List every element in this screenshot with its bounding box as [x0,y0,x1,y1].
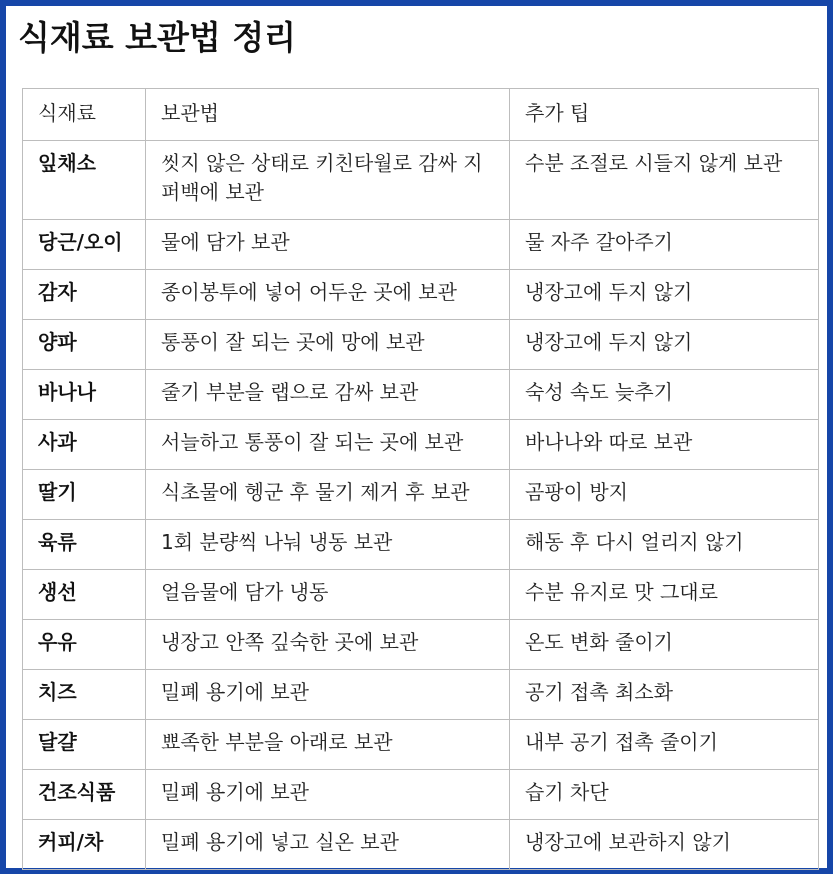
item-cell: 사과 [23,420,146,470]
item-cell: 생선 [23,570,146,620]
method-cell: 얼음물에 담가 냉동 [146,570,510,620]
column-header-tip: 추가 팁 [510,89,819,141]
method-cell: 서늘하고 통풍이 잘 되는 곳에 보관 [146,420,510,470]
table-row [23,470,819,520]
tip-cell: 습기 차단 [510,770,819,820]
table-header-row [23,89,819,141]
table-row [23,320,819,370]
tip-cell: 내부 공기 접촉 줄이기 [510,720,819,770]
method-cell: 통풍이 잘 되는 곳에 망에 보관 [146,320,510,370]
item-cell: 감자 [23,270,146,320]
item-cell: 우유 [23,620,146,670]
item-cell: 치즈 [23,670,146,720]
tip-cell: 냉장고에 두지 않기 [510,270,819,320]
table-row [23,770,819,820]
table-row [23,370,819,420]
item-cell: 달걀 [23,720,146,770]
tip-cell: 바나나와 따로 보관 [510,420,819,470]
tip-cell: 냉장고에 보관하지 않기 [510,820,819,870]
table-row [23,570,819,620]
table-row [23,220,819,270]
method-cell: 1회 분량씩 나눠 냉동 보관 [146,520,510,570]
method-cell: 냉장고 안쪽 깊숙한 곳에 보관 [146,620,510,670]
item-cell: 육류 [23,520,146,570]
item-cell: 바나나 [23,370,146,420]
storage-table [22,88,819,870]
tip-cell: 곰팡이 방지 [510,470,819,520]
item-cell: 당근/오이 [23,220,146,270]
item-cell: 커피/차 [23,820,146,870]
tip-cell: 수분 조절로 시들지 않게 보관 [510,141,819,220]
item-cell: 양파 [23,320,146,370]
table-row [23,420,819,470]
tip-cell: 온도 변화 줄이기 [510,620,819,670]
method-cell: 줄기 부분을 랩으로 감싸 보관 [146,370,510,420]
tip-cell: 물 자주 갈아주기 [510,220,819,270]
item-cell: 딸기 [23,470,146,520]
tip-cell: 수분 유지로 맛 그대로 [510,570,819,620]
tip-cell: 숙성 속도 늦추기 [510,370,819,420]
page-title: 식재료 보관법 정리 [18,18,297,57]
item-cell: 잎채소 [23,141,146,220]
table-row [23,670,819,720]
table-row [23,620,819,670]
method-cell: 뾰족한 부분을 아래로 보관 [146,720,510,770]
column-header-method: 보관법 [146,89,510,141]
method-cell: 종이봉투에 넣어 어두운 곳에 보관 [146,270,510,320]
tip-cell: 냉장고에 두지 않기 [510,320,819,370]
column-header-item: 식재료 [23,89,146,141]
table-row [23,270,819,320]
tip-cell: 해동 후 다시 얼리지 않기 [510,520,819,570]
method-cell: 밀폐 용기에 넣고 실온 보관 [146,820,510,870]
method-cell: 밀폐 용기에 보관 [146,670,510,720]
method-cell: 밀폐 용기에 보관 [146,770,510,820]
method-cell: 식초물에 헹군 후 물기 제거 후 보관 [146,470,510,520]
table-row [23,720,819,770]
method-cell: 물에 담가 보관 [146,220,510,270]
table-row [23,520,819,570]
item-cell: 건조식품 [23,770,146,820]
table-row [23,820,819,870]
method-cell: 씻지 않은 상태로 키친타월로 감싸 지퍼백에 보관 [146,141,510,220]
table-row [23,141,819,220]
tip-cell: 공기 접촉 최소화 [510,670,819,720]
